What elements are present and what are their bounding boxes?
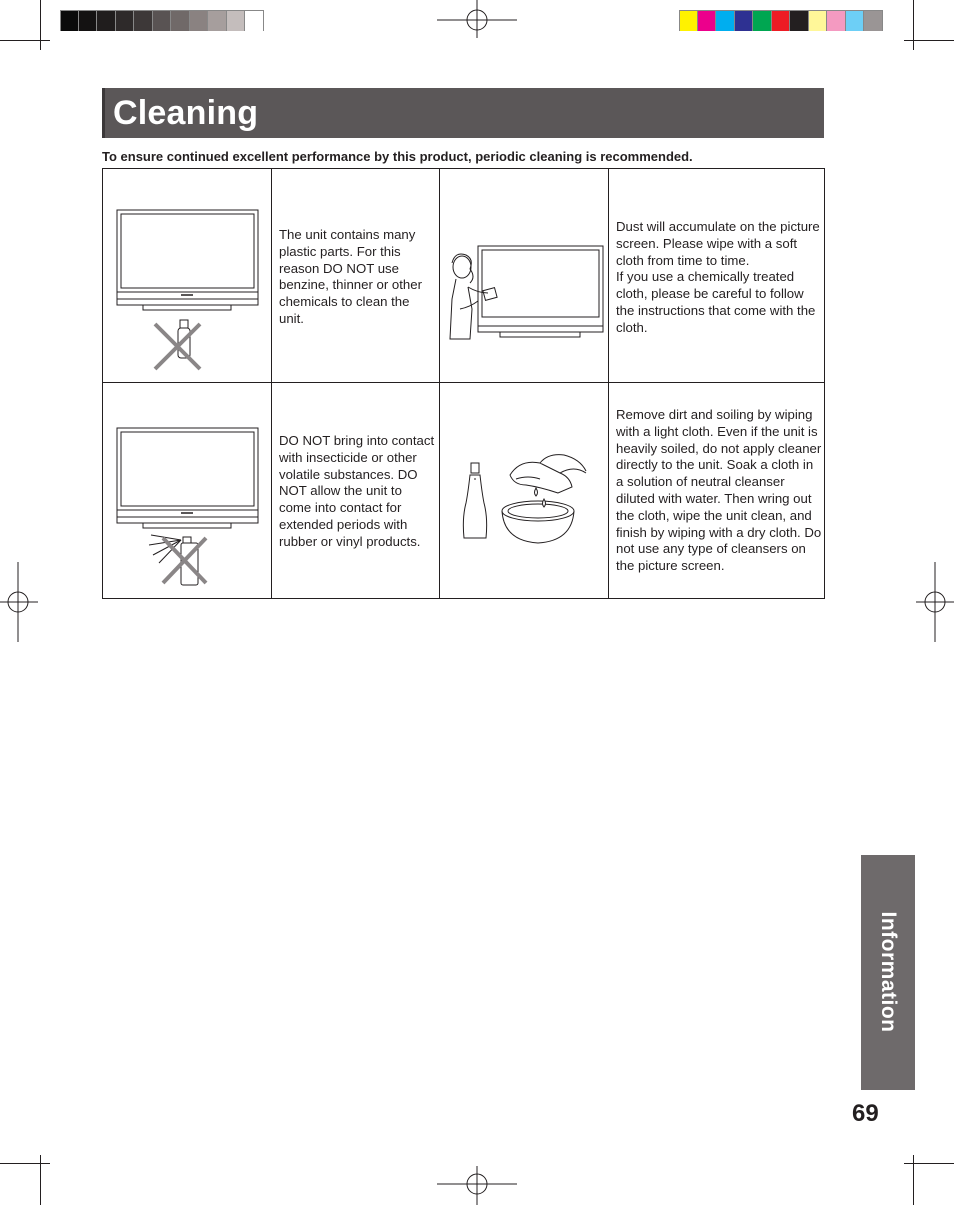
page-title: Cleaning	[113, 94, 259, 132]
illustration-cell-no-chemicals	[103, 169, 272, 383]
gray-swatch	[245, 11, 264, 31]
gray-swatch	[79, 11, 98, 31]
detergent-bottle-icon	[463, 463, 486, 538]
instruction-text: Dust will accumulate on the picture screen. Please wipe with a soft cloth from time to time. If you use a chemically treated cloth, please be careful to follow the instructions that come with the cloth.	[616, 219, 820, 335]
text-cell-wipe-screen	[609, 169, 824, 383]
instruction-text: DO NOT bring into contact with insecticide or other volatile substances. DO NOT allow the unit to come into contact for extended periods with rubber or vinyl products.	[279, 433, 435, 549]
intro-text: To ensure continued excellent performance by this product, periodic cleaning is recommended.	[102, 149, 693, 164]
color-swatch	[827, 11, 846, 31]
color-swatch	[679, 11, 698, 31]
illustration-cell-wipe-screen	[440, 169, 609, 383]
color-swatch	[753, 11, 772, 31]
wring-cloth-illustration	[440, 383, 608, 598]
instruction-text: The unit contains many plastic parts. For this reason DO NOT use benzine, thinner or other chemicals to clean the unit.	[279, 227, 422, 326]
hands-wringing-cloth-icon	[510, 455, 586, 493]
color-swatch	[772, 11, 791, 31]
color-swatch	[809, 11, 828, 31]
gray-swatch	[60, 11, 79, 31]
gray-swatch	[190, 11, 209, 31]
section-tab-label: Information	[877, 911, 900, 1033]
information-section-tab	[861, 855, 915, 1090]
color-swatch	[735, 11, 754, 31]
water-bowl-icon	[502, 501, 574, 543]
illustration-cell-no-insecticide	[103, 383, 272, 598]
color-swatch	[864, 11, 883, 31]
text-cell-no-insecticide	[272, 383, 440, 598]
gray-swatch	[171, 11, 190, 31]
grayscale-calibration-bar	[60, 10, 264, 30]
tv-no-chemicals-illustration	[103, 169, 271, 383]
cleaning-table	[102, 168, 825, 599]
text-cell-no-chemicals	[272, 169, 440, 383]
instruction-text: Remove dirt and soiling by wiping with a light cloth. Even if the unit is heavily soiled, do not apply cleaner directly to the unit. Soak a cloth in a solution of neutral cleanser diluted with water. Then wring out the cloth, wipe the unit clean, and finish by wiping with a dry cloth. Do not use any type of cleansers on the picture screen.	[616, 407, 822, 574]
spray-can-icon	[149, 535, 198, 585]
title-bar	[102, 88, 824, 138]
color-swatch	[846, 11, 865, 31]
gray-swatch	[153, 11, 172, 31]
page-number: 69	[852, 1100, 879, 1127]
text-cell-wring-cloth	[609, 383, 824, 598]
woman-wiping-tv-illustration	[440, 169, 608, 383]
color-swatch	[790, 11, 809, 31]
cross-out-icon	[155, 324, 200, 369]
illustration-cell-wring-cloth	[440, 383, 609, 598]
gray-swatch	[227, 11, 246, 31]
color-calibration-bar	[679, 10, 883, 30]
gray-swatch	[208, 11, 227, 31]
gray-swatch	[134, 11, 153, 31]
gray-swatch	[116, 11, 135, 31]
tv-no-spray-illustration	[103, 383, 271, 598]
color-swatch	[698, 11, 717, 31]
gray-swatch	[97, 11, 116, 31]
color-swatch	[716, 11, 735, 31]
